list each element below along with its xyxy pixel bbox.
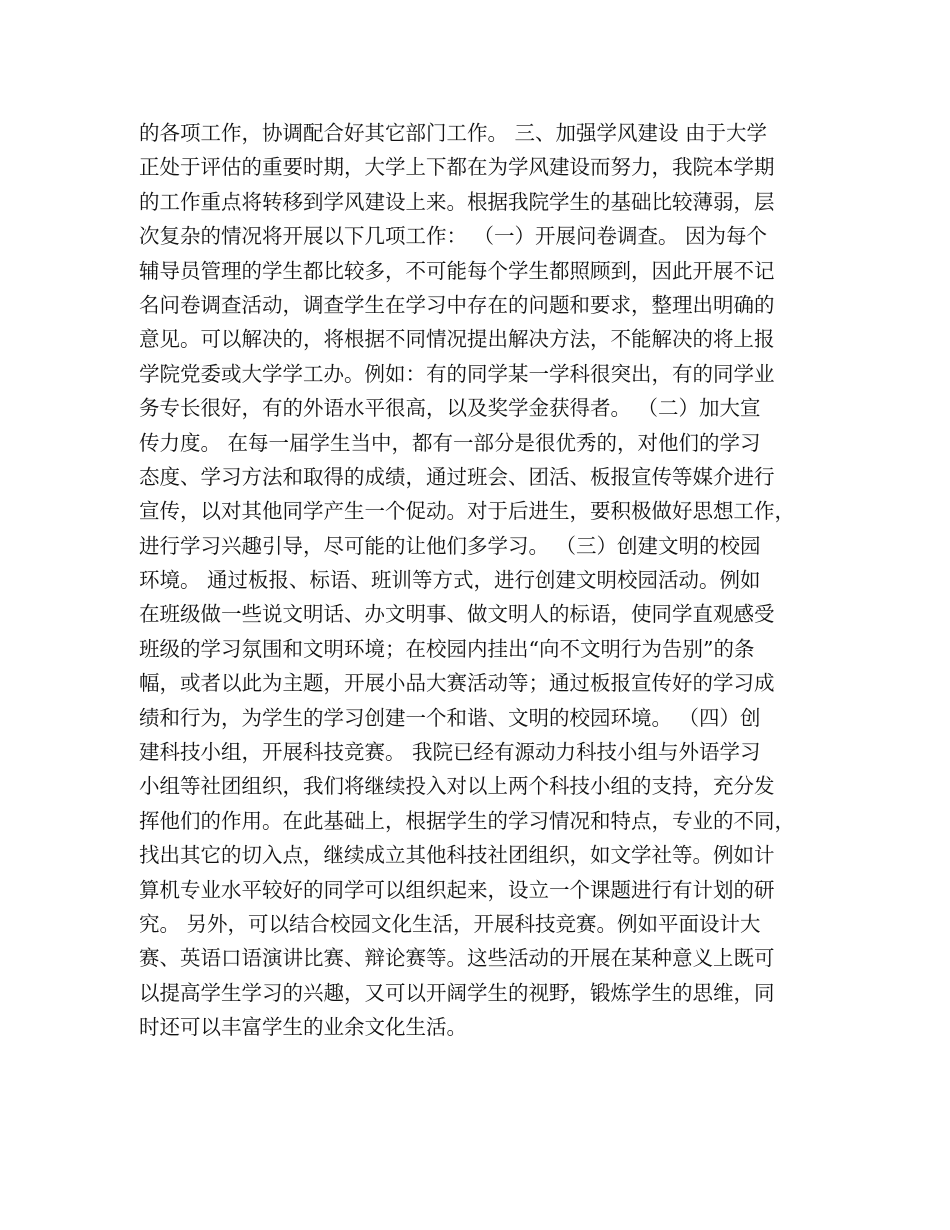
body-line: 究。 另外，可以结合校园文化生活，开展科技竞赛。例如平面设计大: [139, 911, 761, 936]
document-body: [139, 116, 815, 1045]
body-line: 传力度。 在每一届学生当中，都有一部分是很优秀的，对他们的学习: [139, 430, 761, 455]
body-line: 务专长很好，有的外语水平很高，以及奖学金获得者。 （二）加大宣: [139, 396, 761, 421]
body-line: 绩和行为，为学生的学习创建一个和谐、文明的校园环境。 （四）创: [139, 705, 761, 730]
body-line: 挥他们的作用。在此基础上，根据学生的学习情况和特点，专业的不同，: [139, 808, 795, 833]
body-line: 名问卷调查活动，调查学生在学习中存在的问题和要求，整理出明确的: [139, 292, 775, 317]
body-line: 次复杂的情况将开展以下几项工作： （一）开展问卷调查。 因为每个: [139, 224, 768, 249]
body-line: 以提高学生学习的兴趣，又可以开阔学生的视野，锻炼学生的思维，同: [139, 980, 775, 1005]
body-line: 态度、学习方法和取得的成绩，通过班会、团活、板报宣传等媒介进行: [139, 464, 775, 489]
body-line: 找出其它的切入点，继续成立其他科技社团组织，如文学社等。例如计: [139, 843, 775, 868]
body-line: 正处于评估的重要时期，大学上下都在为学风建设而努力，我院本学期: [139, 155, 775, 180]
body-line: 学院党委或大学学工办。例如：有的同学某一学科很突出，有的同学业: [139, 361, 775, 386]
body-line: 时还可以丰富学生的业余文化生活。: [139, 1015, 467, 1040]
body-line: 的各项工作，协调配合好其它部门工作。 三、加强学风建设 由于大学: [139, 121, 768, 145]
body-line: 算机专业水平较好的同学可以组织起来，设立一个课题进行有计划的研: [139, 877, 775, 902]
body-line: 进行学习兴趣引导，尽可能的让他们多学习。 （三）创建文明的校园: [139, 533, 761, 558]
body-line: 宣传，以对其他同学产生一个促动。对于后进生，要积极做好思想工作，: [139, 499, 795, 524]
body-line: 辅导员管理的学生都比较多，不可能每个学生都照顾到，因此开展不记: [139, 258, 775, 283]
body-line: 小组等社团组织，我们将继续投入对以上两个科技小组的支持，充分发: [139, 774, 775, 799]
body-line: 建科技小组，开展科技竞赛。 我院已经有源动力科技小组与外语学习: [139, 740, 761, 765]
body-line: 赛、英语口语演讲比赛、辩论赛等。这些活动的开展在某种意义上既可: [139, 946, 775, 971]
body-line: 在班级做一些说文明话、办文明事、做文明人的标语，使同学直观感受: [139, 602, 775, 627]
body-line: 意见。可以解决的，将根据不同情况提出解决方法，不能解决的将上报: [139, 327, 775, 352]
body-line: 环境。 通过板报、标语、班训等方式，进行创建文明校园活动。例如: [139, 568, 761, 593]
body-line: 的工作重点将转移到学风建设上来。根据我院学生的基础比较薄弱，层: [139, 189, 775, 214]
body-line: 幅，或者以此为主题，开展小品大赛活动等；通过板报宣传好的学习成: [139, 671, 775, 696]
body-line: 班级的学习氛围和文明环境；在校园内挂出“向不文明行为告别”的条: [139, 636, 755, 661]
